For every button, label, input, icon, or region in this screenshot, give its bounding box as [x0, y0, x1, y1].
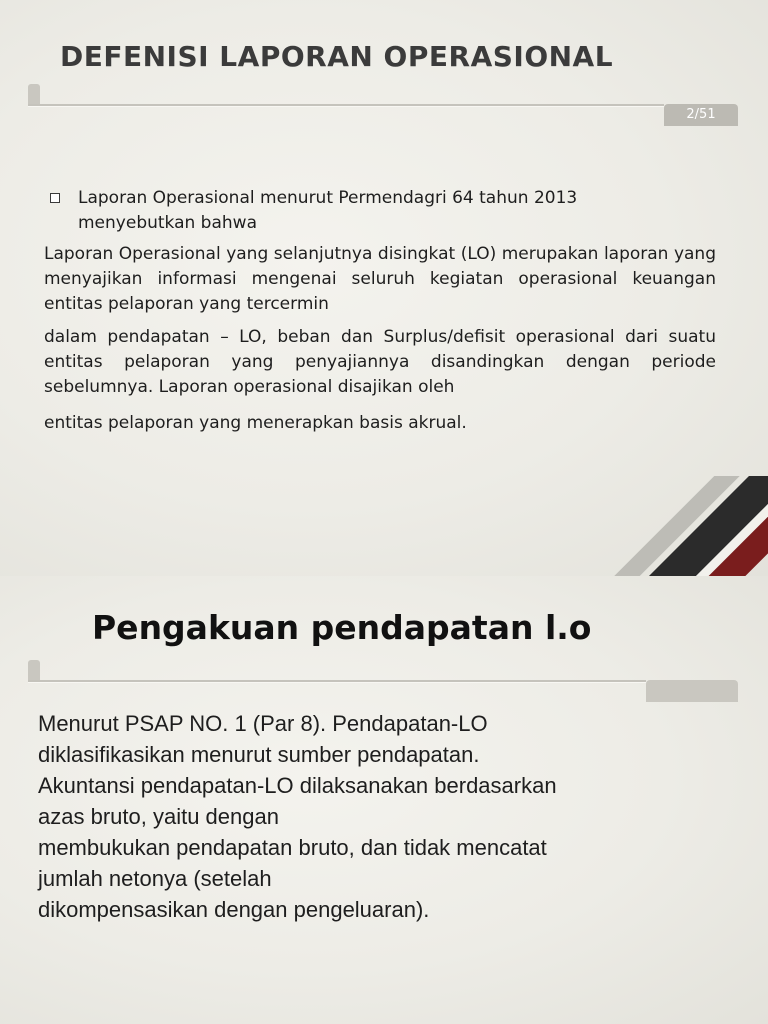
- title-divider: [28, 104, 664, 106]
- slide-2-body: [38, 708, 738, 925]
- paragraph-2: dalam pendapatan – LO, beban dan Surplus/defisit operasional dari suatu entitas pelaporan yang penyajiannya disandingkan dengan periode sebelumnya. Laporan operasional disajikan oleh: [44, 327, 716, 397]
- body-line: diklasifikasikan menurut sumber pendapatan.: [38, 742, 480, 767]
- body-line: Menurut PSAP NO. 1 (Par 8). Pendapatan-LO: [38, 711, 488, 736]
- right-tab-decoration-2: [646, 680, 738, 702]
- body-line: membukukan pendapatan bruto, dan tidak mencatat: [38, 835, 547, 860]
- paragraph-3: entitas pelaporan yang menerapkan basis akrual.: [44, 413, 467, 433]
- body-line: Akuntansi pendapatan-LO dilaksanakan berdasarkan: [38, 773, 557, 798]
- body-line: dikompensasikan dengan pengeluaran).: [38, 897, 430, 922]
- left-tab-decoration: [28, 84, 40, 106]
- bullet-item: [44, 186, 716, 236]
- slide-1-title: DEFENISI LAPORAN OPERASIONAL: [60, 40, 614, 73]
- left-tab-decoration-2: [28, 660, 40, 682]
- square-bullet-icon: [50, 193, 60, 203]
- title-divider-2: [28, 680, 646, 682]
- slide-2-title: Pengakuan pendapatan l.o: [92, 608, 592, 647]
- slide-1-body: [44, 186, 716, 436]
- body-line: azas bruto, yaitu dengan: [38, 804, 279, 829]
- bullet-text: Laporan Operasional menurut Permendagri 64 tahun 2013 menyebutkan bahwa: [78, 188, 578, 233]
- body-line: jumlah netonya (setelah: [38, 866, 272, 891]
- paragraph-1: Laporan Operasional yang selanjutnya disingkat (LO) merupakan laporan yang menyajikan informasi mengenai seluruh kegiatan operasional keuangan entitas pelaporan yang tercermin: [44, 244, 716, 314]
- corner-stripes-decoration: [588, 476, 768, 576]
- page-number-badge: 2/51: [664, 104, 738, 126]
